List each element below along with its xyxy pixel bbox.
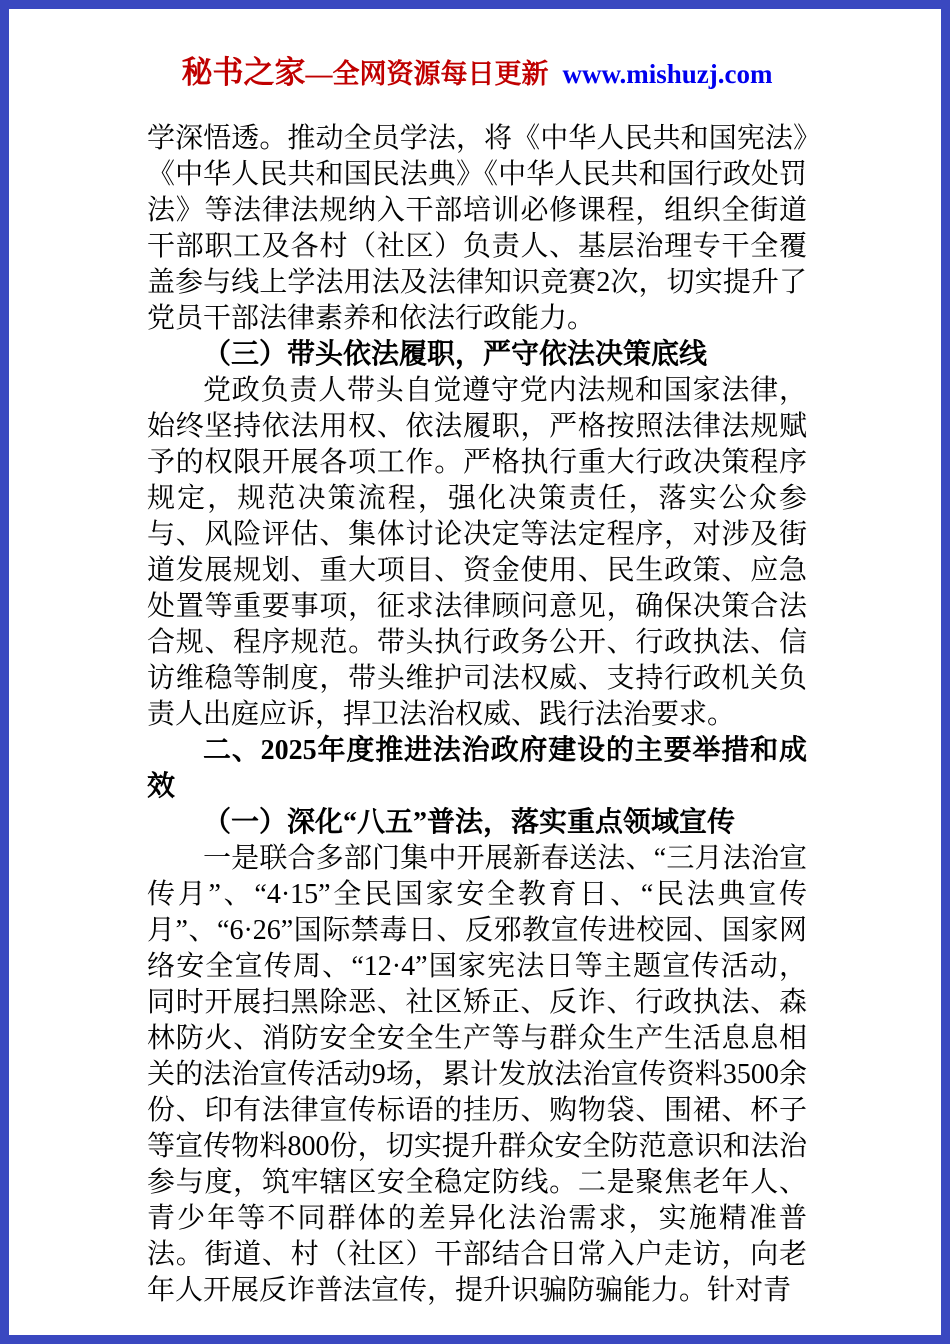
heading-section-three: （三）带头依法履职，严守依法决策底线 (203, 339, 708, 370)
paragraph-lawful-duty: 党政负责人带头自觉遵守党内法规和国家法律，始终坚持依法用权、依法履职，严格按照法律法规赋予的权限开展各项工作。严格执行重大行政决策程序规定，规范决策流程，强化决策责任，落实公众参与、风险评估、集体讨论决定等法定程序，对涉及街道发展规划、重大项目、资金使用、民生政策、应急处置等重要事项，征求法律顾问意见，确保决策合法合规、程序规范。带头执行政务公开、行政执法、信访维稳等制度，带头维护司法权威、支持行政机关负责人出庭应诉，捍卫法治权威、践行法治要求。 (147, 375, 807, 730)
site-header (147, 55, 807, 97)
paragraph-publicity-measures: 一是联合多部门集中开展新春送法、“三月法治宣传月”、“4·15”全民国家安全教育日、“民法典宣传月”、“6·26”国际禁毒日、反邪教宣传进校园、国家网络安全宣传周、“12·4”国家宪法日等主题宣传活动，同时开展扫黑除恶、社区矫正、反诈、行政执法、森林防火、消防安全安全生产等与群众生产生活息息相关的法治宣传活动9场，累计发放法治宣传资料3500余份、印有法律宣传标语的挂历、购物袋、围裙、杯子等宣传物料800份，切实提升群众安全防范意识和法治参与度，筑牢辖区安全稳定防线。二是聚焦老年人、青少年等不同群体的差异化法治需求，实施精准普法。街道、村（社区）干部结合日常入户走访，向老年人开展反诈普法宣传，提升识骗防骗能力。针对青 (147, 843, 807, 1306)
heading-part-two: 二、2025年度推进法治政府建设的主要举措和成效 (147, 735, 807, 802)
paragraph-study-law-continuation: 学深悟透。推动全员学法，将《中华人民共和国宪法》《中华人民共和国民法典》《中华人民共和国行政处罚法》等法律法规纳入干部培训必修课程，组织全街道干部职工及各村（社区）负责人、基层治理专干全覆盖参与线上学法用法及法律知识竞赛2次，切实提升了党员干部法律素养和依法行政能力。 (147, 123, 807, 334)
site-name: 秘书之家 (181, 55, 306, 90)
document-body (147, 121, 807, 1309)
site-url-link[interactable]: www.mishuzj.com (562, 59, 773, 89)
site-tagline: —全网资源每日更新 (305, 59, 549, 89)
heading-section-one: （一）深化“八五”普法，落实重点领域宣传 (203, 807, 736, 838)
